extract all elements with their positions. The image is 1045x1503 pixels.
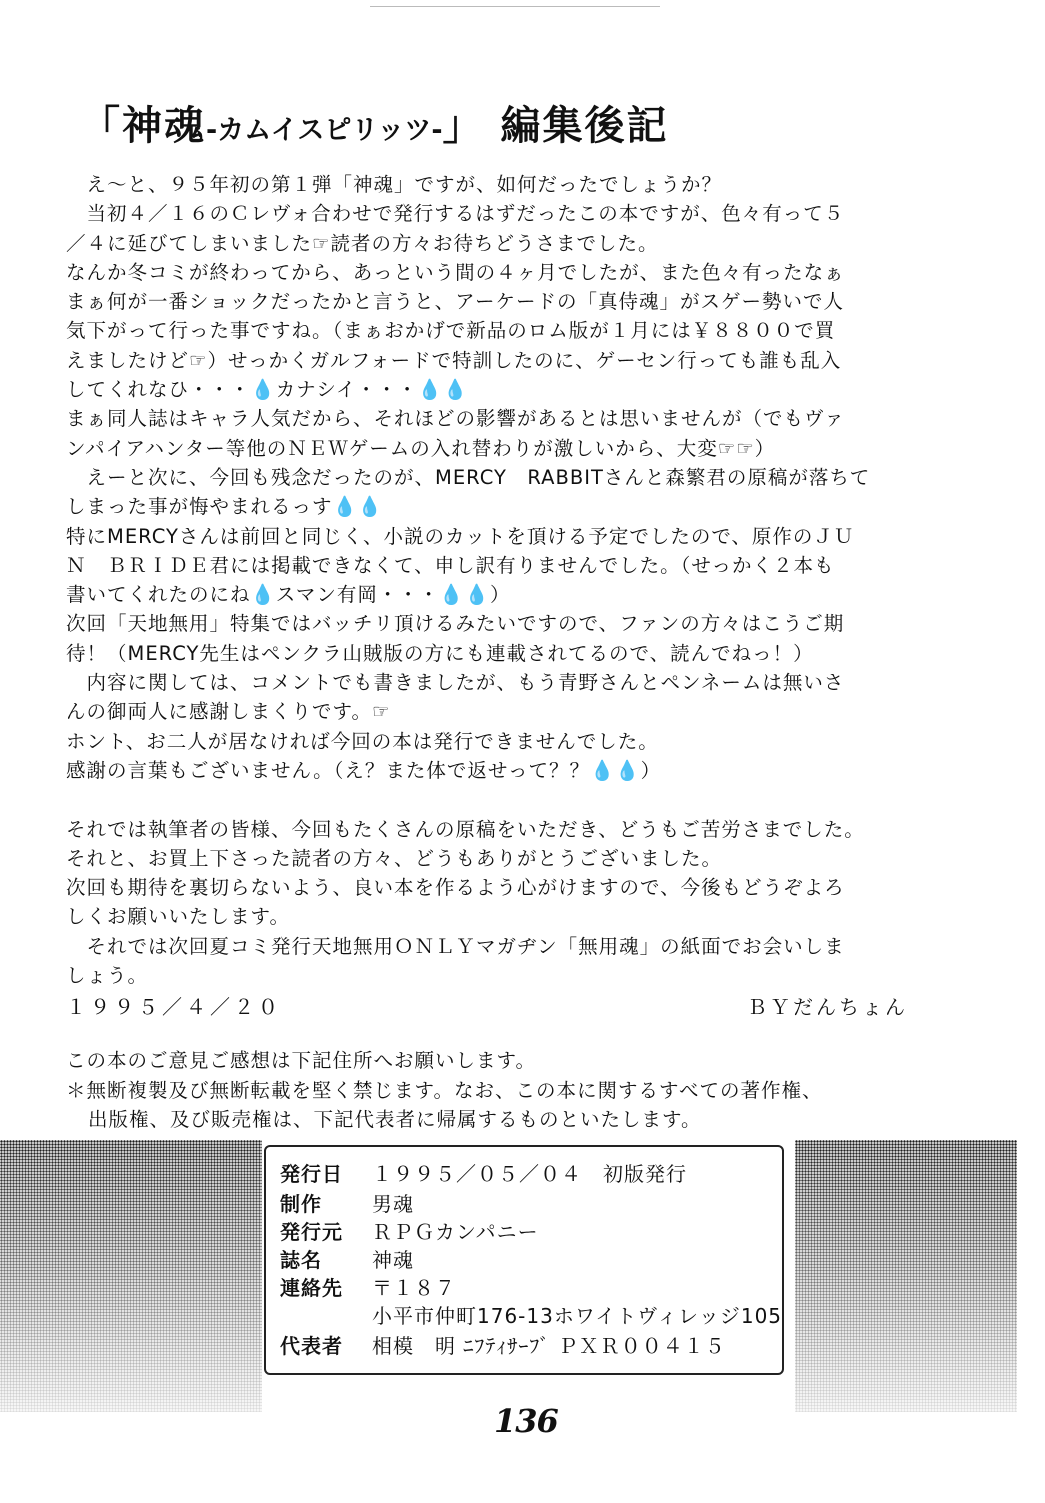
notice-line: 出版権、及び販売権は、下記代表者に帰属するものといたします。 (88, 1108, 702, 1131)
body-line: 書いてくれたのにね💧スマン有岡・・・💧💧） (66, 583, 511, 607)
colophon-box (264, 1145, 784, 1375)
colophon-value: 〒１８７ (372, 1276, 456, 1300)
body-line: 当初４／１６のＣレヴォ合わせで発行するはずだったこの本ですが、色々有って５ (66, 202, 845, 226)
colophon-label: 連絡先 (280, 1276, 343, 1300)
copyright-notice (66, 1046, 986, 1135)
body-line: んの御両人に感謝しまくりです。☞ (66, 700, 391, 724)
screentone-right (795, 1140, 1017, 1412)
title-close: 」 編集後記 (442, 103, 669, 149)
signature-line (66, 992, 916, 1022)
body-line: しくお願いいたします。 (66, 905, 290, 929)
body-line: ／４に延びてしまいました☞読者の方々お待ちどうさまでした。 (66, 231, 659, 255)
body-line: ホント、お二人が居なければ今回の本は発行できませんでした。 (66, 729, 659, 753)
body-line: 感謝の言葉もございません。（え？また体で返せって？？💧💧） (66, 758, 662, 782)
body-line: 特にMERCYさんは前回と同じく、小説のカットを頂ける予定でしたので、原作のＪＵ (66, 524, 855, 548)
page-top-mark (370, 0, 660, 7)
title-open: 「神魂 (80, 103, 206, 149)
afterword-body (66, 170, 966, 990)
colophon-label: 誌名 (280, 1248, 322, 1272)
colophon-address: 小平市仲町176-13ホワイトヴィレッジ105 (372, 1304, 783, 1328)
title-subtitle: -カムイスピリッツ- (206, 115, 443, 146)
body-line: それでは執筆者の皆様、今回もたくさんの原稿をいただき、どうもご苦労さまでした。 (66, 817, 865, 841)
body-line: え～と、９５年初の第１弾「神魂」ですが、如何だったでしょうか？ (66, 173, 723, 196)
body-line: えましたけど☞）せっかくガルフォードで特訓したのに、ゲーセン行っても誰も乱入 (66, 348, 842, 372)
afterword-author: ＢＹだんちょん (747, 995, 908, 1019)
body-line: してくれなひ・・・💧カナシイ・・・💧💧 (66, 378, 469, 402)
body-line: 内容に関しては、コメントでも書きましたが、もう青野さんとペンネームは無いさ (66, 671, 845, 695)
colophon-label: 制作 (280, 1192, 322, 1216)
body-line: 待！（MERCY先生はペンクラ山賊版の方にも連載されてるので、読んでねっ！） (66, 641, 814, 665)
page-title (80, 98, 980, 159)
colophon-value: 相模 明 ﾆﾌﾃｨｻｰﾌﾞ ＰＸＲ００４１５ (372, 1334, 726, 1358)
body-line: なんか冬コミが終わってから、あっという間の４ヶ月でしたが、また色々有ったなぁ (66, 260, 845, 284)
notice-line: この本のご意見ご感想は下記住所へお願いします。 (66, 1049, 536, 1072)
body-line: 次回も期待を裏切らないよう、良い本を作るよう心がけますので、今後もどうぞよろ (66, 876, 845, 900)
page-number: 136 (494, 1402, 558, 1440)
body-line: それと、お買上下さった読者の方々、どうもありがとうございました。 (66, 846, 723, 870)
body-line: まぁ何が一番ショックだったかと言うと、アーケードの「真侍魂」がスゲー勢いで人 (66, 290, 845, 314)
body-line: 気下がって行った事ですね。（まぁおかげで新品のロム版が１月には￥８８００で買 (66, 319, 836, 343)
screentone-left (0, 1140, 262, 1412)
body-line: それでは次回夏コミ発行天地無用ＯＮＬＹマガヂン「無用魂」の紙面でお会いしま (66, 934, 845, 958)
body-line (66, 785, 966, 814)
body-line: しょう。 (66, 964, 149, 988)
colophon-label: 発行元 (280, 1220, 343, 1244)
body-line: えーと次に、今回も残念だったのが、MERCY RABBITさんと森繁君の原稿が落ちて (66, 465, 871, 489)
colophon-value: ＲＰＧカンパニー (372, 1220, 539, 1244)
colophon-value: 神魂 (372, 1248, 414, 1272)
colophon-value: 男魂 (372, 1192, 414, 1216)
colophon-label: 代表者 (280, 1334, 343, 1358)
notice-line: ＊無断複製及び無断転載を堅く禁じます。なお、この本に関するすべての著作権、 (66, 1078, 823, 1102)
body-line: しまった事が悔やまれるっす💧💧 (66, 495, 384, 519)
body-line: ンパイアハンター等他のＮＥＷゲームの入れ替わりが激しいから、大変☞☞） (66, 436, 776, 460)
body-line: まぁ同人誌はキャラ人気だから、それほどの影響があるとは思いませんが（でもヴァ (66, 407, 845, 431)
body-line: Ｎ ＢＲＩＤＥ君には掲載できなくて、申し訳有りませんでした。（せっかく２本も (66, 553, 835, 577)
colophon-label: 発行日 (280, 1162, 343, 1186)
afterword-date: １９９５／４／２０ (66, 995, 282, 1019)
body-line: 次回「天地無用」特集ではバッチリ頂けるみたいですので、ファンの方々はこうご期 (66, 612, 845, 636)
colophon-value: １９９５／０５／０４ 初版発行 (372, 1162, 687, 1186)
